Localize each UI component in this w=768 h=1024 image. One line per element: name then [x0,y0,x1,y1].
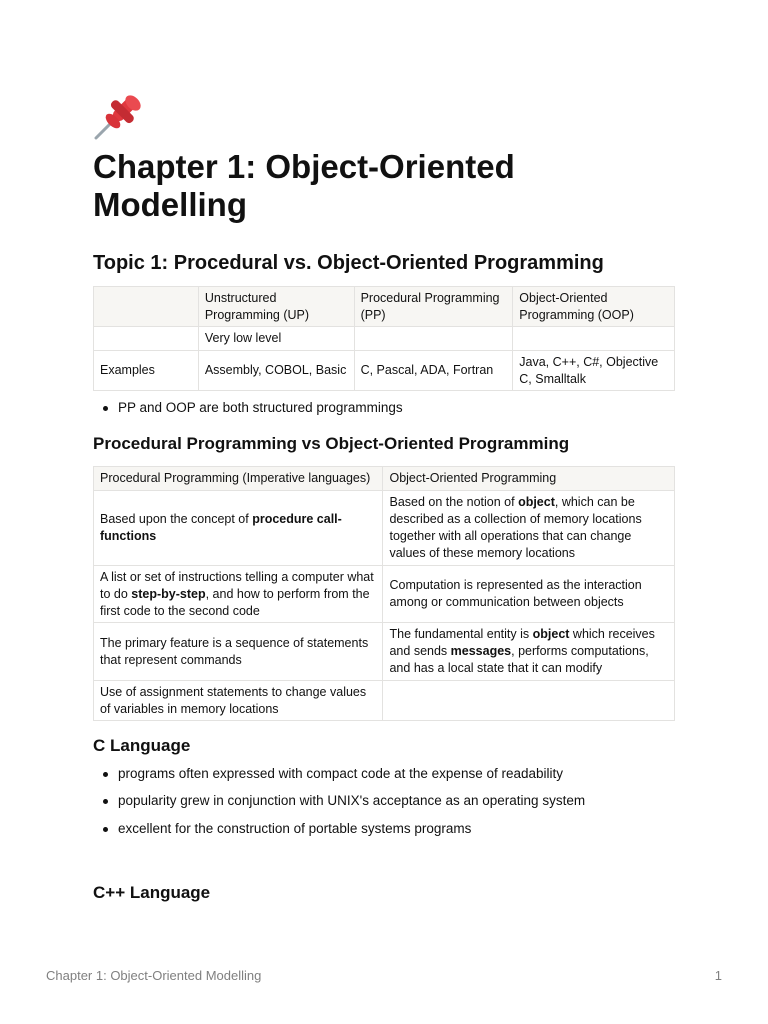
table-row [94,327,675,351]
page-title: Chapter 1: Object-Oriented Modelling [93,148,515,223]
table-cell: Computation is represented as the interaction among or communication between objects [383,566,675,623]
pushpin-icon [93,92,147,142]
list-item: popularity grew in conjunction with UNIX's acceptance as an operating system [93,792,585,810]
table-cell [383,681,675,721]
table-cell: The fundamental entity is object which receives and sends messages, performs computations, and has a local state that it can modify [383,623,675,681]
table-header-row [94,287,675,327]
programming-types-table [93,286,675,391]
topic-1-bullet-list [93,399,403,417]
table-row [94,491,675,566]
table-cell: Very low level [198,327,354,351]
table-cell: A list or set of instructions telling a computer what to do step-by-step, and how to perform from the first code to the second code [94,566,383,623]
table-cell: The primary feature is a sequence of statements that represent commands [94,623,383,681]
footer-chapter-title: Chapter 1: Object-Oriented Modelling [46,968,262,983]
cpp-language-heading: C++ Language [93,883,211,902]
table-header-row [94,467,675,491]
table-cell: Object-Oriented Programming (OOP) [513,287,675,327]
page-number: 1 [714,968,722,983]
table-cell: C, Pascal, ADA, Fortran [354,351,513,391]
table-row [94,566,675,623]
table-cell [354,327,513,351]
table-cell: Assembly, COBOL, Basic [198,351,354,391]
c-language-heading: C Language [93,736,191,755]
table-row [94,681,675,721]
topic-1-heading: Topic 1: Procedural vs. Object-Oriented Programming [93,252,604,274]
table-cell [94,327,199,351]
table-cell: Examples [94,351,199,391]
c-language-bullet-list [93,765,585,838]
comparison-table [93,466,675,721]
table-cell: Based upon the concept of procedure call-functions [94,491,383,566]
table-cell: Procedural Programming (Imperative languages) [94,467,383,491]
comparison-heading: Procedural Programming vs Object-Oriented Programming [93,434,570,453]
table-row [94,623,675,681]
table-cell: Java, C++, C#, Objective C, Smalltalk [513,351,675,391]
table-cell [513,327,675,351]
table-row [94,351,675,391]
table-cell: Unstructured Programming (UP) [198,287,354,327]
list-item: programs often expressed with compact code at the expense of readability [93,765,585,783]
list-item: PP and OOP are both structured programmings [93,399,403,417]
list-item: excellent for the construction of portable systems programs [93,820,585,838]
table-cell: Use of assignment statements to change values of variables in memory locations [94,681,383,721]
table-cell: Object-Oriented Programming [383,467,675,491]
table-cell: Procedural Programming (PP) [354,287,513,327]
table-cell [94,287,199,327]
table-cell: Based on the notion of object, which can be described as a collection of memory locations together with all operations that can change values of these memory locations [383,491,675,566]
